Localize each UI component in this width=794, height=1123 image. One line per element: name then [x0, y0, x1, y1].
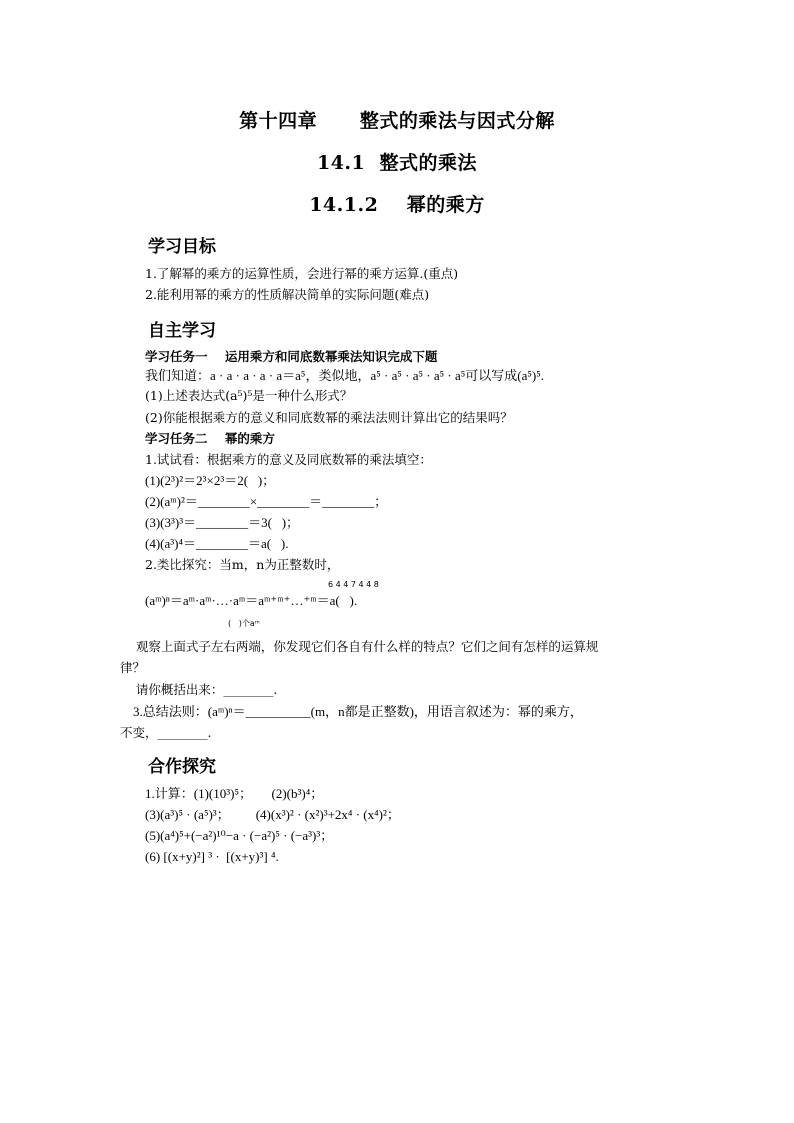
observe-line-2: 律？ — [120, 660, 146, 675]
task1-line-3: (2)你能根据乘方的意义和同底数幂的乘法法则计算出它的结果吗？ — [145, 410, 513, 425]
chapter-title: 第十四章 整式的乘法与因式分解 — [239, 110, 555, 132]
task2-line-1: 1.试试看：根据乘方的意义及同底数幂的乘法填空： — [145, 452, 432, 467]
task1-line-2: (1)上述表达式(a⁵)⁵是一种什么形式？ — [145, 388, 353, 403]
section-title: 14.1 整式的乘法 — [316, 152, 477, 174]
coop-line-3: (5)(a⁴)⁵+(−a²)¹⁰−a · (−a²)⁵ · (−a³)³； — [145, 828, 334, 843]
coop-line-1: 1.计算：(1)(10³)⁵； (2)(b³)⁴； — [145, 786, 324, 801]
task2-line-2: (1)(2³)²＝2³×2³＝2( )； — [145, 473, 276, 488]
goals-heading: 学习目标 — [148, 237, 216, 257]
task1-line-1: 我们知道：a · a · a · a · a＝a⁵，类似地，a⁵ · a⁵ · a⁵ · a⁵ · a⁵可以写成(a⁵)⁵. — [145, 368, 545, 383]
subsection-title: 14.1.2 幂的乘方 — [309, 194, 485, 216]
task2-line-6: 2.类比探究：当m，n为正整数时， — [145, 557, 340, 572]
observe-line-1: 观察上面式子左右两端，你发现它们各自有什么样的特点？它们之间有怎样的运算规 — [120, 639, 599, 654]
summary-prompt: 请你概括出来：________. — [120, 682, 278, 697]
coop-line-4: (6) [(x+y)²] ³ · [(x+y)³] ⁴. — [145, 849, 279, 864]
cooperation-heading: 合作探究 — [148, 757, 216, 777]
underbrace-label: ( )个aᵐ — [228, 619, 260, 628]
task2-line-4: (3)(3³)³＝________＝3( )； — [145, 515, 300, 530]
goal-item-2: 2.能利用幂的乘方的性质解决简单的实际问题(难点) — [145, 287, 430, 302]
goal-item-1: 1.了解幂的乘方的运算性质，会进行幂的乘方运算.(重点) — [145, 266, 459, 281]
self-study-heading: 自主学习 — [148, 321, 216, 341]
coop-line-2: (3)(a³)⁵ · (a⁵)³； (4)(x³)² · (x²)³+2x⁴ · (x⁴)²； — [145, 807, 400, 822]
derivation-formula: (aᵐ)ⁿ＝aᵐ·aᵐ·…·aᵐ＝aᵐ⁺ᵐ⁺…⁺ᵐ＝a( ). — [145, 593, 358, 608]
task2-title: 学习任务二 幂的乘方 — [145, 431, 275, 446]
rule-line-2: 不变，________. — [120, 725, 212, 740]
rule-line-1: 3.总结法则：(aᵐ)ⁿ＝__________(m，n都是正整数)，用语言叙述为：幂的乘方， — [120, 704, 583, 719]
task1-title: 学习任务一 运用乘方和同底数幂乘法知识完成下题 — [145, 349, 438, 364]
overbrace-label: 6 4 4 7 4 4 8 — [328, 580, 379, 589]
task2-line-3: (2)(aᵐ)²＝________×________＝________； — [145, 494, 388, 509]
task2-line-5: (4)(a³)⁴＝________＝a( ). — [145, 536, 289, 551]
